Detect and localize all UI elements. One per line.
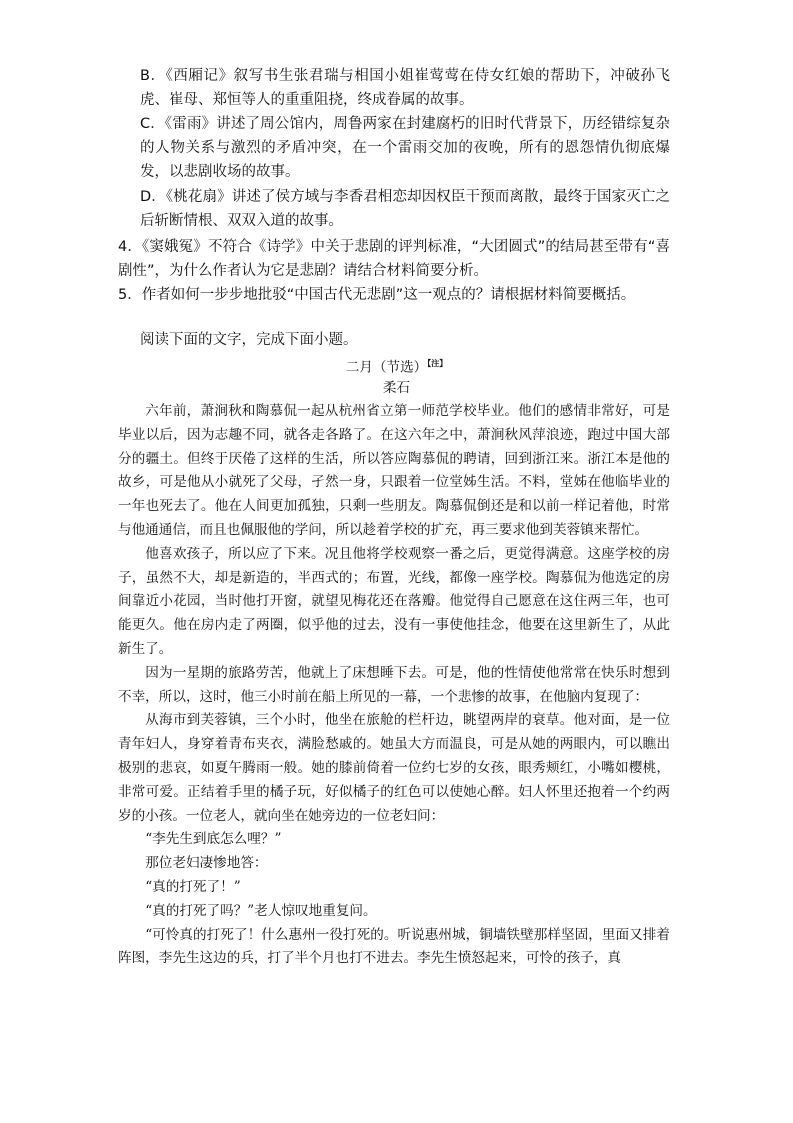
question-5-label: 5．	[118, 287, 142, 303]
paragraph: 从海市到芙蓉镇，三个小时，他坐在旅舱的栏杆边，眺望两岸的衰草。他对面，是一位青年妇人，身穿着青布夹衣，满脸愁戚的。她虽大方而温良，可是从她的两眼内，可以瞧出极别的悲哀，如夏午腾雨一般。她的膝前倚着一位约七岁的女孩，眼秀颊红，小嘴如樱桃，非常可爱。正结着手里的橘子玩，好似橘子的红色可以使她心醉。妇人怀里还抱着一个约两岁的小孩。一位老人，就向坐在她旁边的一位老妇问：	[118, 712, 670, 824]
paragraph: 六年前，萧涧秋和陶慕侃一起从杭州省立第一师范学校毕业。他们的感情非常好，可是毕业以后，因为志趣不同，就各走各路了。在这六年之中，萧涧秋风萍浪迹，跑过中国大部分的疆土。但终于厌倦了这样的生活，所以答应陶慕侃的聘请，回到浙江来。浙江本是他的故乡，可是他从小就死了父母，孑然一身，只跟着一位堂姊生活。不料，堂姊在他临毕业的一年也死去了。他在人间更加孤独，只剩一些朋友。陶慕侃倒还是和以前一样记着他，时常与他通通信，而且也佩服他的学问，所以趁着学校的扩充，再三要求他到芙蓉镇来帮忙。	[118, 403, 670, 538]
option-c	[140, 112, 670, 184]
option-d	[140, 185, 670, 233]
question-5	[118, 283, 670, 307]
option-d-label: D．	[140, 189, 166, 205]
passage-author: 柔石	[382, 380, 411, 396]
question-5-text: 作者如何一步步地批驳“中国古代无悲剧”这一观点的？请根据材料简要概括。	[141, 287, 636, 303]
dialogue-line: 那位老妇凄惨地答：	[145, 855, 268, 872]
option-c-label: C．	[140, 116, 165, 132]
reading-instruction: 阅读下面的文字，完成下面小题。	[140, 332, 358, 348]
paragraph: 他喜欢孩子，所以应了下来。况且他将学校观察一番之后，更觉得满意。这座学校的房子，虽然不大，却是新造的，半西式的；布置，光线，都像一座学校。陶慕侃为他选定的房间靠近小花园，当时他打开窗，就望见梅花还在落瓣。他觉得自己愿意在这住两三年，也可能更久。他在房内走了两圈，似乎他的过去，没有一事使他挂念，他要在这里新生了，从此新生了。	[118, 545, 670, 657]
question-4-label: 4．	[118, 239, 143, 255]
question-4	[118, 235, 670, 283]
dialogue-line: “真的打死了吗？”老人惊叹地重复问。	[145, 902, 377, 919]
dialogue-line: “可怜真的打死了！什么惠州一役打死的。听说惠州城，铜墙铁壁那样坚固，里面又排着阵图，李先生这边的兵，打了半个月也打不进去。李先生愤怒起来，可怜的孩子，真	[118, 926, 670, 967]
note-marker: 【注】	[427, 358, 448, 368]
passage-body	[118, 400, 670, 971]
question-4-text: 《窦娥冤》不符合《诗学》中关于悲剧的评判标准，“大团圆式”的结局甚至带有“喜剧性”，为什么作者认为它是悲剧？请结合材料简要分析。	[118, 239, 670, 279]
option-b	[140, 64, 670, 112]
option-d-text: 《桃花扇》讲述了侯方域与李香君相恋却因权臣干预而离散，最终于国家灭亡之后斩断情根、双双入道的故事。	[140, 189, 671, 229]
passage-title-text: 二月（节选）	[345, 359, 428, 376]
option-b-text: 《西厢记》叙写书生张君瑞与相国小姐崔莺莺在侍女红娘的帮助下，冲破孙飞虎、崔母、郑恒等人的重重阻挠，终成眷属的故事。	[140, 68, 671, 108]
dialogue-line: “真的打死了！”	[145, 878, 241, 895]
dialogue-line: “李先生到底怎么哩？”	[145, 831, 282, 848]
option-b-label: B．	[140, 68, 166, 84]
paragraph: 因为一星期的旅路劳苦，他就上了床想睡下去。可是，他的性情使他常常在快乐时想到不幸，所以，这时，他三小时前在船上所见的一幕，一个悲惨的故事，在他脑内复现了：	[118, 664, 670, 705]
option-c-text: 《雷雨》讲述了周公馆内，周鲁两家在封建腐朽的旧时代背景下，历经错综复杂的人物关系与激烈的矛盾冲突，在一个雷雨交加的夜晚，所有的恩怨情仇彻底爆发，以悲剧收场的故事。	[140, 116, 671, 180]
